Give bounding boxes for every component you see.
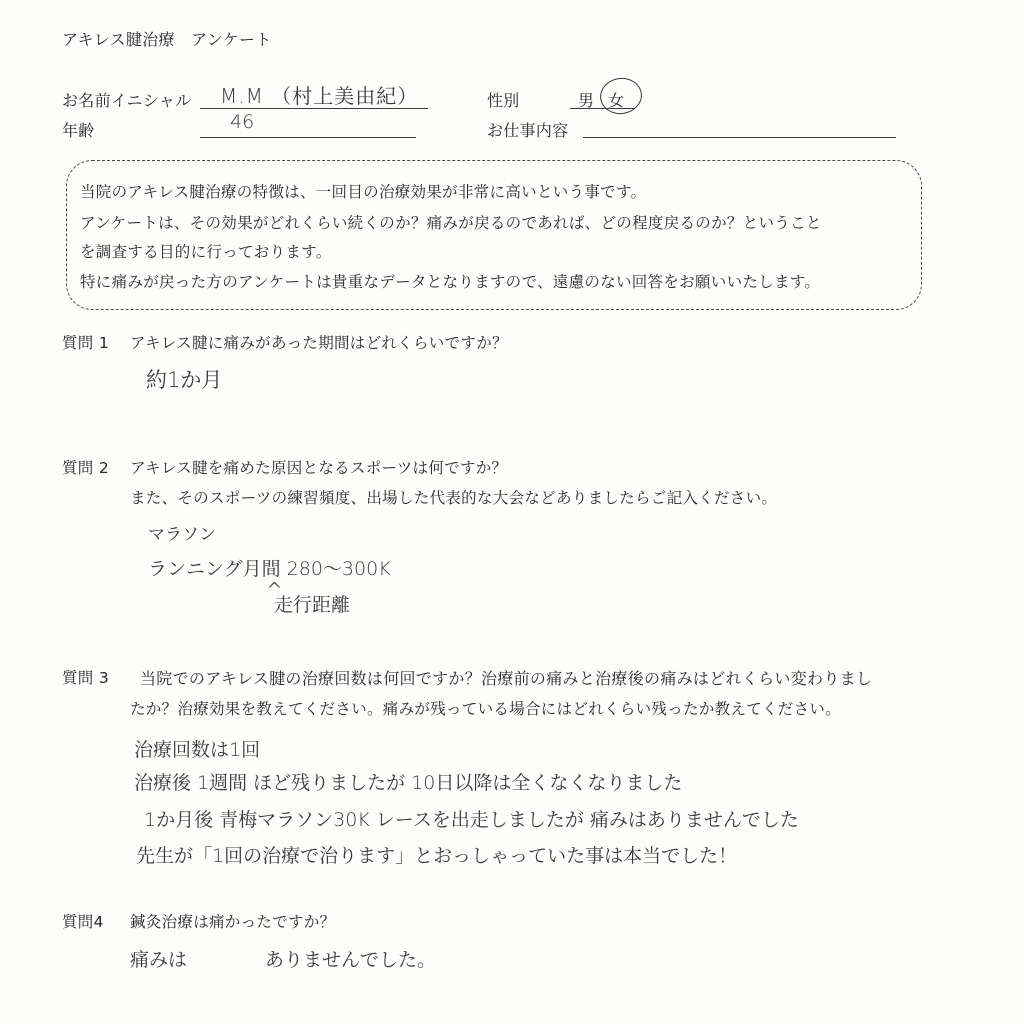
intro-line: 特に痛みが戻った方のアンケートは貴重なデータとなりますので、遠慮のない回答をお願いいたします。 (80, 273, 821, 291)
question-3-answer-line[interactable]: 治療後 1週間 ほど残りましたが 10日以降は全くなくなりました (134, 772, 683, 794)
question-2-text: アキレス腱を痛めた原因となるスポーツは何ですか？ (130, 459, 508, 477)
age-value[interactable]: 46 (230, 111, 255, 133)
question-2-text: また、そのスポーツの練習頻度、出場した代表的な大会などありましたらご記入ください。 (130, 489, 778, 507)
question-1-label: 質問 1 (62, 334, 109, 352)
gender-underline (570, 108, 635, 109)
age-label: 年齢 (62, 121, 95, 140)
question-4-answer[interactable]: 痛みは (130, 949, 188, 971)
question-3-answer-line[interactable]: 先生が「1回の治療で治ります」とおっしゃっていた事は本当でした！ (136, 845, 738, 867)
intro-line: を調査する目的に行っております。 (80, 243, 332, 261)
job-input-line[interactable] (583, 137, 896, 138)
question-3-label: 質問 3 (62, 669, 109, 687)
gender-label: 性別 (487, 91, 520, 110)
name-underline (200, 108, 428, 109)
question-2-label: 質問 2 (62, 459, 109, 477)
job-label: お仕事内容 (487, 121, 569, 140)
question-3-answer-line[interactable]: 治療回数は1回 (134, 739, 261, 761)
age-underline (200, 137, 416, 138)
gender-option-male[interactable]: 男 (578, 91, 595, 110)
gender-selected-circle (598, 75, 645, 116)
question-4-text: 鍼灸治療は痛かったですか？ (130, 913, 336, 931)
question-1-text: アキレス腱に痛みがあった期間はどれくらいですか？ (130, 334, 508, 352)
gender-option-female[interactable]: 女 (608, 91, 625, 110)
name-initial-label: お名前イニシャル (62, 91, 192, 110)
name-initial-value[interactable]: M.M （村上美由紀） (220, 84, 419, 108)
question-1-answer[interactable]: 約1か月 (146, 368, 223, 392)
question-4-answer[interactable]: ありませんでした。 (265, 949, 437, 971)
intro-line: アンケートは、その効果がどれくらい続くのか？痛みが戻るのであれば、どの程度戻るのか？ということ (80, 214, 822, 232)
page-title: アキレス腱治療 アンケート (62, 30, 272, 49)
question-3-text: 当院でのアキレス腱の治療回数は何回ですか？治療前の痛みと治療後の痛みはどれくらい変わりまし (140, 669, 873, 688)
intro-line: 当院のアキレス腱治療の特徴は、一回目の治療効果が非常に高いという事です。 (80, 183, 647, 201)
question-2-answer-line[interactable]: 走行距離 (274, 594, 351, 616)
question-3-answer-line[interactable]: 1か月後 青梅マラソン30K レースを出走しましたが 痛みはありませんでした (144, 809, 799, 831)
question-2-answer-line[interactable]: ランニング月間 280～300K (148, 558, 391, 580)
question-4-label: 質問4 (62, 913, 104, 931)
question-3-text: たか？治療効果を教えてください。痛みが残っている場合にはどれくらい残ったか教えてください。 (130, 700, 842, 718)
question-2-answer-line[interactable]: マラソン (148, 525, 216, 545)
question-2-insert-caret: ^ (266, 578, 283, 602)
